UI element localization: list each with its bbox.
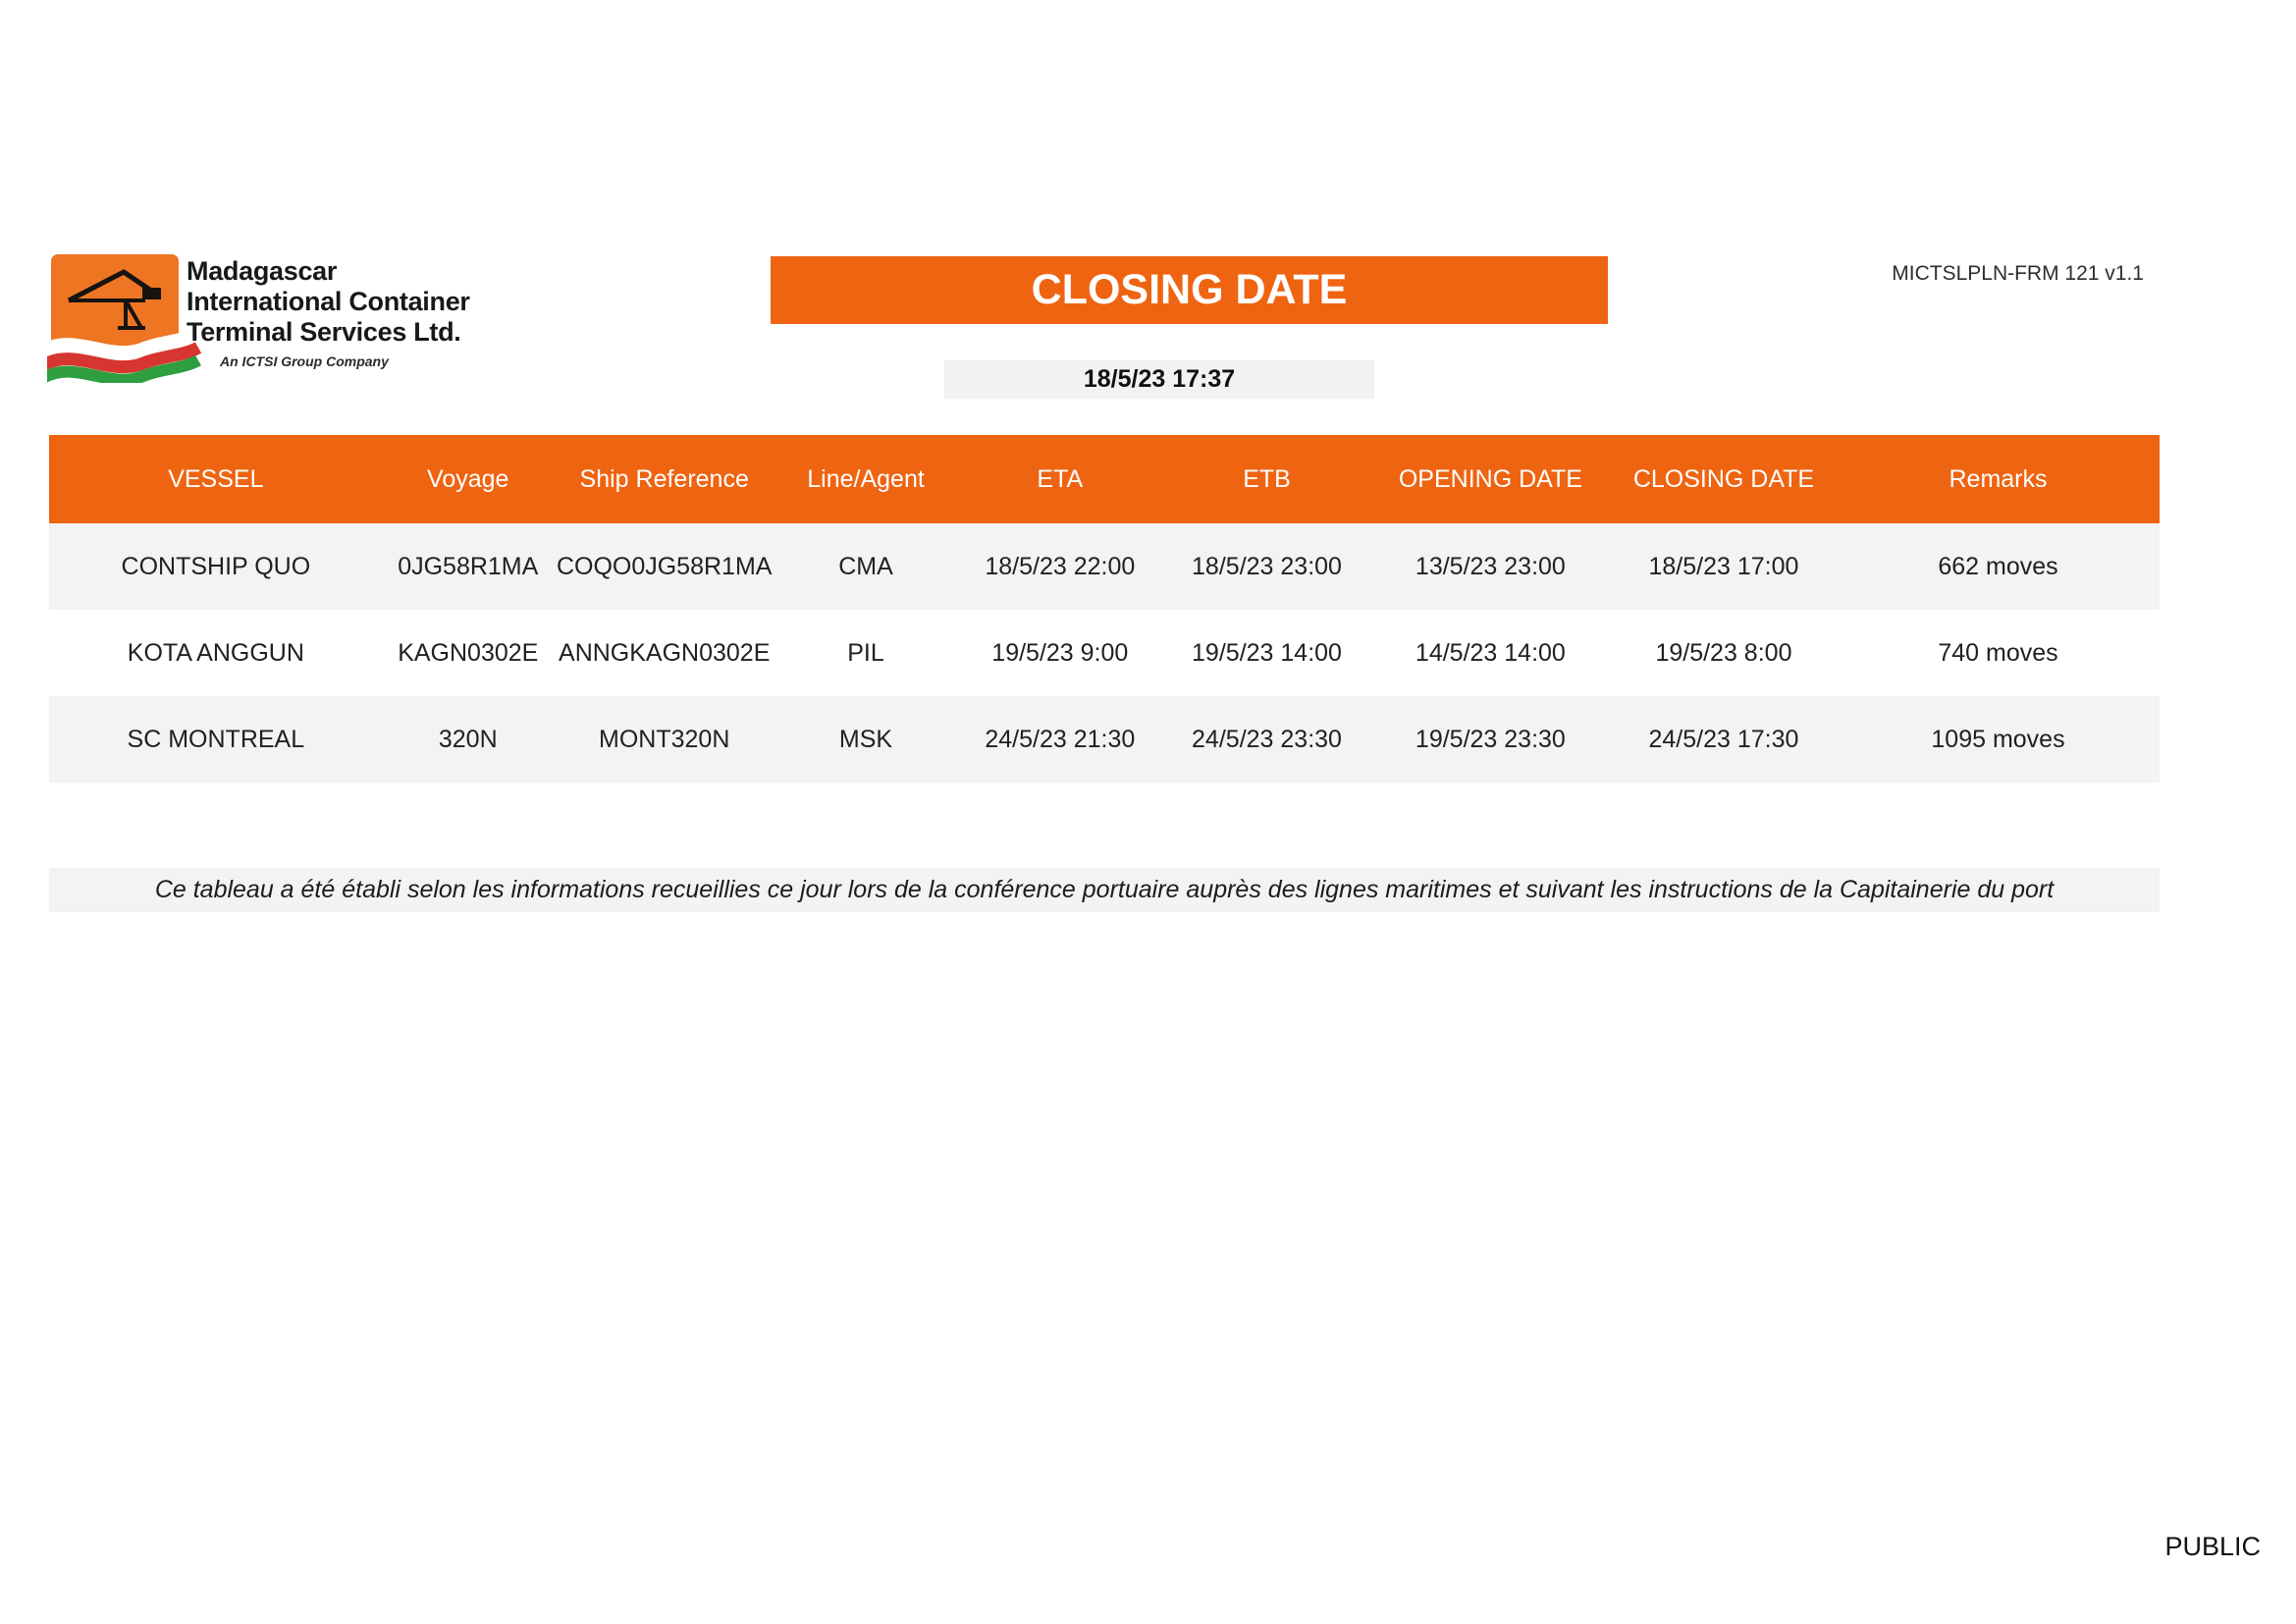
header-vessel: VESSEL <box>49 435 383 523</box>
cell-eta: 19/5/23 9:00 <box>956 610 1163 696</box>
table-header-row <box>49 435 2160 523</box>
cell-voyage: KAGN0302E <box>383 610 554 696</box>
cell-vessel: KOTA ANGGUN <box>49 610 383 696</box>
table-row <box>49 523 2160 610</box>
cell-ship-reference: COQO0JG58R1MA <box>554 523 775 610</box>
report-datetime <box>944 360 1374 399</box>
footnote-text: Ce tableau a été établi selon les informations recueillies ce jour lors de la conférence portuaire auprès des lignes maritimes et suivant les instructions de la Capitainerie du port <box>154 876 2055 903</box>
company-name <box>187 256 470 348</box>
cell-line-agent: MSK <box>775 696 957 783</box>
vessel-schedule-table <box>49 435 2160 783</box>
mictsl-logo-icon <box>47 251 206 383</box>
header-line-agent: Line/Agent <box>775 435 957 523</box>
table-row <box>49 610 2160 696</box>
cell-remarks: 1095 moves <box>1837 696 2160 783</box>
cell-opening-date: 13/5/23 23:00 <box>1370 523 1611 610</box>
closing-date-banner <box>771 256 1608 324</box>
cell-etb: 18/5/23 23:00 <box>1163 523 1370 610</box>
cell-voyage: 0JG58R1MA <box>383 523 554 610</box>
header-opening-date: OPENING DATE <box>1370 435 1611 523</box>
cell-vessel: SC MONTREAL <box>49 696 383 783</box>
cell-closing-date: 18/5/23 17:00 <box>1611 523 1837 610</box>
header-eta: ETA <box>956 435 1163 523</box>
header-remarks: Remarks <box>1837 435 2160 523</box>
cell-vessel: CONTSHIP QUO <box>49 523 383 610</box>
cell-ship-reference: ANNGKAGN0302E <box>554 610 775 696</box>
cell-eta: 24/5/23 21:30 <box>956 696 1163 783</box>
cell-voyage: 320N <box>383 696 554 783</box>
company-name-line3: Terminal Services Ltd. <box>187 317 461 347</box>
cell-line-agent: PIL <box>775 610 957 696</box>
cell-remarks: 662 moves <box>1837 523 2160 610</box>
cell-opening-date: 19/5/23 23:30 <box>1370 696 1611 783</box>
cell-remarks: 740 moves <box>1837 610 2160 696</box>
company-name-line2: International Container <box>187 287 470 316</box>
cell-closing-date: 19/5/23 8:00 <box>1611 610 1837 696</box>
cell-line-agent: CMA <box>775 523 957 610</box>
page-title: CLOSING DATE <box>1031 266 1348 313</box>
footnote-bar <box>49 868 2160 912</box>
classification-label: PUBLIC <box>2164 1532 2261 1561</box>
cell-opening-date: 14/5/23 14:00 <box>1370 610 1611 696</box>
cell-etb: 19/5/23 14:00 <box>1163 610 1370 696</box>
cell-eta: 18/5/23 22:00 <box>956 523 1163 610</box>
cell-etb: 24/5/23 23:30 <box>1163 696 1370 783</box>
cell-closing-date: 24/5/23 17:30 <box>1611 696 1837 783</box>
company-name-line1: Madagascar <box>187 256 338 286</box>
report-datetime-value: 18/5/23 17:37 <box>1083 365 1236 393</box>
header-voyage: Voyage <box>383 435 554 523</box>
cell-ship-reference: MONT320N <box>554 696 775 783</box>
header-closing-date: CLOSING DATE <box>1611 435 1837 523</box>
header-ship-reference: Ship Reference <box>554 435 775 523</box>
header-etb: ETB <box>1163 435 1370 523</box>
form-reference: MICTSLPLN-FRM 121 v1.1 <box>1892 262 2144 285</box>
table-row <box>49 696 2160 783</box>
ictsi-tagline: An ICTSI Group Company <box>220 353 389 369</box>
